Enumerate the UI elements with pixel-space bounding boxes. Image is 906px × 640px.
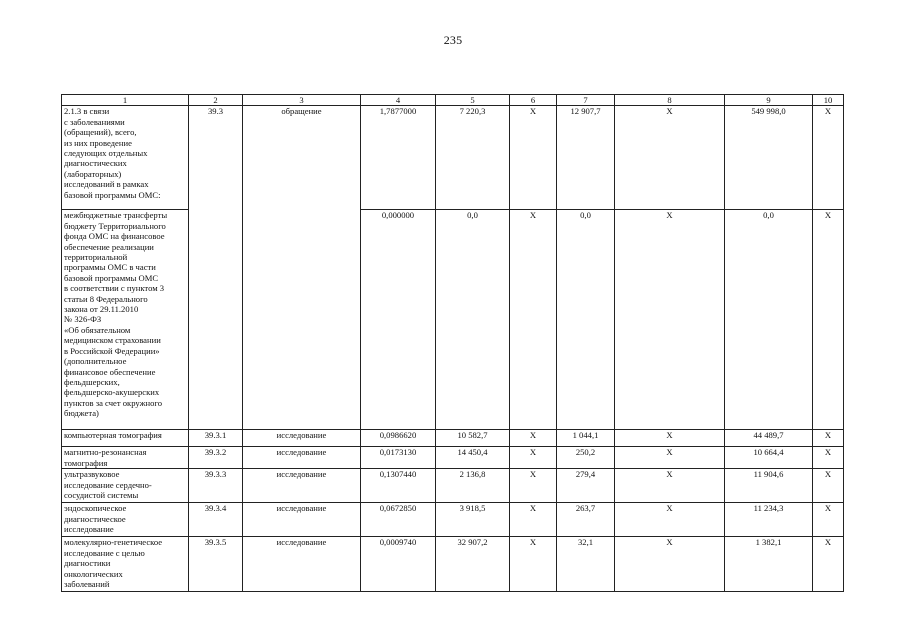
row-unit: исследование: [243, 503, 361, 537]
row-code: 39.3.2: [189, 447, 243, 469]
column-header: 3: [243, 95, 361, 106]
row-value-8: X: [615, 106, 725, 210]
row-name: 2.1.3 в связи с заболеваниями (обращений), всего, из них проведение следующих отдельных диагностических (лабораторных) исследований в рамках базовой программы ОМС:: [62, 106, 189, 210]
row-name: компьютерная томография: [62, 430, 189, 447]
row-value-7: 0,0: [557, 210, 615, 430]
row-value-4: 0,0986620: [361, 430, 436, 447]
row-value-10: X: [813, 447, 844, 469]
row-value-4: 0,1307440: [361, 469, 436, 503]
table-row: [62, 537, 844, 592]
row-unit: исследование: [243, 447, 361, 469]
row-value-9: 1 382,1: [725, 537, 813, 592]
row-name: межбюджетные трансферты бюджету Территориального фонда ОМС на финансовое обеспечение реализации территориальной программы ОМС в части базовой программы ОМС в соответствии с пунктом 3 статьи 8 Федерального закона от 29.11.2010 № 326-ФЗ «Об обязательном медицинском страховании в Российской Федерации» (дополнительное финансовое обеспечение фельдшерских, фельдшерско-акушерских пунктов за счет окружного бюджета): [62, 210, 189, 430]
row-value-7: 263,7: [557, 503, 615, 537]
row-code: 39.3.3: [189, 469, 243, 503]
row-value-9: 11 904,6: [725, 469, 813, 503]
header-row: [62, 95, 844, 106]
row-value-9: 10 664,4: [725, 447, 813, 469]
column-header: 2: [189, 95, 243, 106]
column-header: 5: [436, 95, 510, 106]
row-code: 39.3.5: [189, 537, 243, 592]
row-value-5: 2 136,8: [436, 469, 510, 503]
row-code: 39.3: [189, 106, 243, 430]
row-value-6: X: [510, 447, 557, 469]
row-value-9: 44 489,7: [725, 430, 813, 447]
row-value-5: 3 918,5: [436, 503, 510, 537]
row-value-7: 279,4: [557, 469, 615, 503]
column-header: 10: [813, 95, 844, 106]
row-value-7: 250,2: [557, 447, 615, 469]
table-row: [62, 503, 844, 537]
row-value-6: X: [510, 106, 557, 210]
row-value-5: 0,0: [436, 210, 510, 430]
row-value-9: 549 998,0: [725, 106, 813, 210]
row-value-4: 0,000000: [361, 210, 436, 430]
row-value-6: X: [510, 503, 557, 537]
row-value-10: X: [813, 430, 844, 447]
row-value-8: X: [615, 469, 725, 503]
table-row: [62, 469, 844, 503]
row-value-10: X: [813, 537, 844, 592]
column-header: 9: [725, 95, 813, 106]
row-value-7: 12 907,7: [557, 106, 615, 210]
row-value-4: 0,0173130: [361, 447, 436, 469]
row-value-5: 14 450,4: [436, 447, 510, 469]
row-value-10: X: [813, 210, 844, 430]
table-row: [62, 447, 844, 469]
row-value-8: X: [615, 430, 725, 447]
row-value-4: 0,0672850: [361, 503, 436, 537]
row-value-8: X: [615, 503, 725, 537]
row-value-10: X: [813, 469, 844, 503]
column-header: 1: [62, 95, 189, 106]
row-value-10: X: [813, 106, 844, 210]
column-header: 4: [361, 95, 436, 106]
table-row: [62, 106, 844, 210]
row-value-7: 1 044,1: [557, 430, 615, 447]
column-header: 7: [557, 95, 615, 106]
row-unit: исследование: [243, 469, 361, 503]
row-unit: исследование: [243, 537, 361, 592]
row-value-6: X: [510, 430, 557, 447]
row-name: молекулярно-генетическое исследование с целью диагностики онкологических заболеваний: [62, 537, 189, 592]
data-table: [61, 94, 844, 592]
page-number: 235: [443, 33, 463, 47]
row-unit: исследование: [243, 430, 361, 447]
row-value-5: 10 582,7: [436, 430, 510, 447]
row-value-5: 32 907,2: [436, 537, 510, 592]
row-value-8: X: [615, 447, 725, 469]
row-value-8: X: [615, 210, 725, 430]
row-value-10: X: [813, 503, 844, 537]
column-header: 6: [510, 95, 557, 106]
row-value-5: 7 220,3: [436, 106, 510, 210]
row-name: магнитно-резонансная томография: [62, 447, 189, 469]
row-code: 39.3.4: [189, 503, 243, 537]
row-value-6: X: [510, 210, 557, 430]
row-value-8: X: [615, 537, 725, 592]
row-value-4: 0,0009740: [361, 537, 436, 592]
row-value-9: 0,0: [725, 210, 813, 430]
column-header: 8: [615, 95, 725, 106]
row-value-4: 1,7877000: [361, 106, 436, 210]
row-name: ультразвуковое исследование сердечно- сосудистой системы: [62, 469, 189, 503]
row-value-6: X: [510, 469, 557, 503]
table-row: [62, 430, 844, 447]
row-name: эндоскопическое диагностическое исследование: [62, 503, 189, 537]
row-value-7: 32,1: [557, 537, 615, 592]
table-row: [62, 210, 844, 430]
row-value-6: X: [510, 537, 557, 592]
row-code: 39.3.1: [189, 430, 243, 447]
row-unit: обращение: [243, 106, 361, 430]
row-value-9: 11 234,3: [725, 503, 813, 537]
